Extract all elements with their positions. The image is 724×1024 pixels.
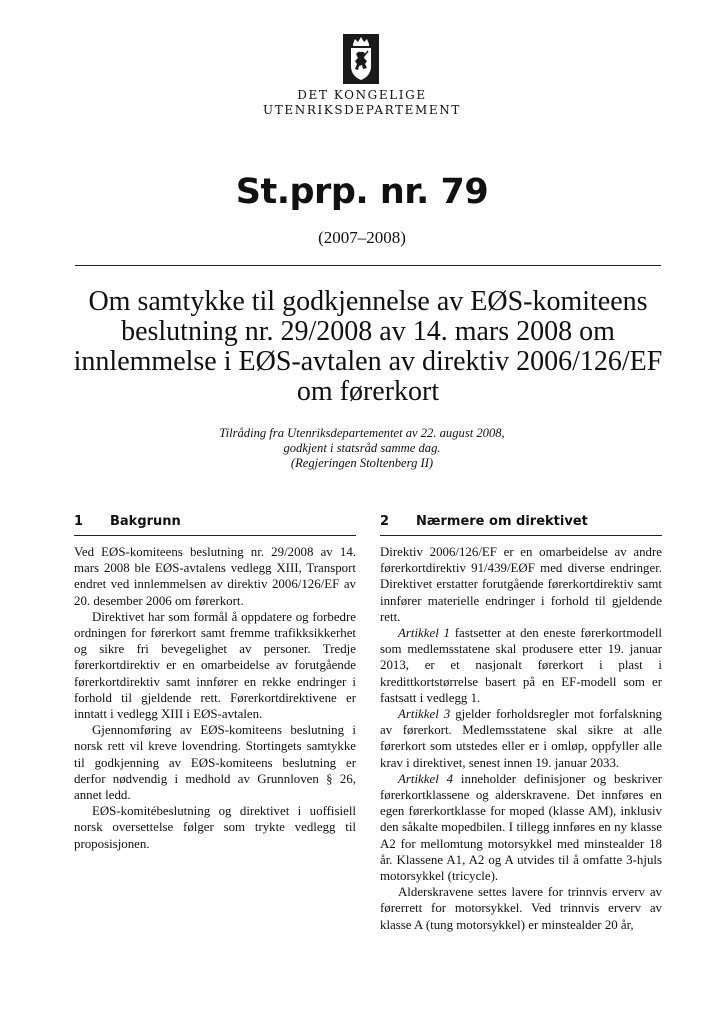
paragraph [380,706,662,771]
submission-note [0,426,724,471]
section-body [380,544,662,933]
paragraph: Gjennomføring av EØS-komiteens beslutning i norsk rett vil kreve lovendring. Stortingets samtykke til godkjenning av EØS-komiteens beslutning er derfor nødvendig i medhold av Grunnloven § 26, annet ledd. [74,723,356,803]
paragraph-text: inneholder definisjoner og beskriver førerkortklassene og alderskravene. Det innføres en egen førerkortklasse for moped (klasse AM), inklusiv den såkalte mopedbilen. I tillegg innføres en ny klasse A2 for mellomtung motorsykkel med minstealder 18 år. Klassene A1, A2 og A utvides til å omfatte 3-hjuls motorsykkel (tricycle). [380,771,662,884]
section-number: 2 [380,514,390,529]
section-heading-directive [380,514,662,536]
left-column [74,514,356,852]
paragraph: Direktivet har som formål å oppdatere og forbedre ordningen for førerkort samt fremme trafikksikkerhet og sikre fri bevegelighet av personer. Tredje førerkortdirektiv er en omarbeidelse av forutgående førerkortdirektiv samt innfører en rekke endringer i forhold til gjeldende rett. Førerkortdirektivene er inntatt i vedlegg XIII i EØS-avtalen. [74,609,356,722]
paragraph: EØS-komitébeslutning og direktivet i uoffisiell norsk oversettelse følger som trykte vedlegg til proposisjonen. [74,804,356,851]
coat-of-arms-icon [343,34,379,84]
section-title: Nærmere om direktivet [416,514,588,529]
submission-line: godkjent i statsråd samme dag. [283,441,441,455]
article-ref: Artikkel 1 [398,626,450,641]
document-title: Om samtykke til godkjennelse av EØS-komiteens beslutning nr. 29/2008 av 14. mars 2008 om innlemmelse i EØS-avtalen av direktiv 2006/126/EF om førerkort [73,286,663,407]
section-title: Bakgrunn [110,514,181,529]
ministry-name-line2: UTENRIKSDEPARTEMENT [263,103,461,117]
section-body [74,544,356,852]
right-column [380,514,662,933]
paragraph-text: fastsetter at den eneste førerkortmodell som medlemsstatene skal produsere etter 19. januar 2013, er et nasjonalt førerkort i plast i kredittkortstørrelse basert på en EF-modell som er fastsatt i vedlegg 1. [380,626,663,705]
paragraph [380,771,662,884]
document-number: St.prp. nr. 79 [235,172,489,212]
paragraph: Alderskravene settes lavere for trinnvis erverv av førerrett for motorsykkel. Ved trinnvis erverv av klasse A (tung motorsykkel) er minstealder 20 år, [380,885,662,932]
paragraph [380,625,662,706]
submission-line: Tilråding fra Utenriksdepartementet av 22. august 2008, [219,426,505,440]
title-divider [75,265,661,266]
ministry-name-line1: DET KONGELIGE [297,88,427,102]
session-years: (2007–2008) [318,228,406,247]
paragraph: Ved EØS-komiteens beslutning nr. 29/2008 av 14. mars 2008 ble EØS-avtalens vedlegg XIII, Transport endret ved innlemmelsen av direktiv 2006/126/EF av 20. desember 2006 om førerkort. [74,545,356,608]
article-ref: Artikkel 4 [398,771,454,786]
section-heading-background [74,514,356,536]
article-ref: Artikkel 3 [398,707,451,722]
paragraph: Direktiv 2006/126/EF er en omarbeidelse av andre førerkortdirektiv 91/439/EØF med diverse endringer. Direktivet erstatter forutgående førerkortdirektiv samt innfører materielle endringer i forhold til gjeldende rett. [380,545,662,624]
section-number: 1 [74,514,84,529]
submission-line: (Regjeringen Stoltenberg II) [290,456,434,470]
paragraph-text: gjelder forholdsregler mot forfalskning av førerkort. Medlemsstatene skal sikre at alle førerkort som utstedes eller er i omløp, oppfyller alle krav i direktivet, senest innen 19. januar 2033. [380,707,663,770]
